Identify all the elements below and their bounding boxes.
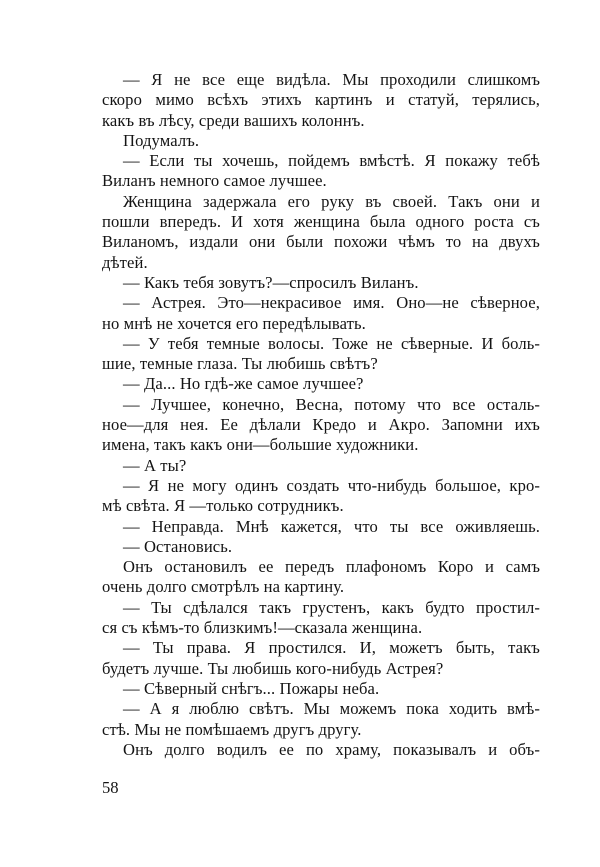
text-line: Онъ остановилъ ее передъ плафономъ Коро и самъ [123,557,540,577]
text-line: — Какъ тебя зовутъ?—спросилъ Виланъ. [123,272,419,292]
text-line: — Да... Но гдѣ-же самое лучшее? [123,374,364,394]
text-line: Подумалъ. [123,130,200,150]
text-line: будетъ лучше. Ты любишь кого-нибудь Астрея? [102,658,444,678]
text-line: ся съ кѣмъ-то близкимъ!—сказала женщина. [102,618,423,638]
text-line: скоро мимо всѣхъ этихъ картинъ и статуй, терялись, [102,90,540,110]
text-line: — Если ты хочешь, пойдемъ вмѣстѣ. Я покажу тебѣ [123,151,540,171]
text-line: — Я не все еще видѣла. Мы проходили слишкомъ [123,70,540,89]
text-line: но мнѣ не хочется его передѣлывать. [102,313,366,333]
text-line: — Я не могу одинъ создать что-нибудь большое, кро- [123,475,540,495]
text-line: ное—для нея. Ее дѣлали Кредо и Акро. Запомни ихъ [102,415,540,435]
text-line: — У тебя темные волосы. Тоже не сѣверные. И боль- [123,333,540,353]
text-line: Онъ долго водилъ ее по храму, показывалъ и объ- [123,739,540,759]
text-line: — Ты сдѣлался такъ грустенъ, какъ будто простил- [123,597,540,617]
page-text [102,70,540,760]
text-line: — Сѣверный снѣгъ... Пожары неба. [123,678,380,698]
text-line: — Лучшее, конечно, Весна, потому что все осталь- [123,394,540,414]
page-number: 58 [102,778,119,797]
text-line: имена, такъ какъ они—большие художники. [102,435,419,455]
text-line: дѣтей. [102,252,148,272]
text-line: очень долго смотрѣлъ на картину. [102,577,345,597]
text-line: Женщина задержала его руку въ своей. Такъ они и [123,191,540,211]
text-line: — Остановись. [123,536,233,556]
text-line: — А ты? [123,455,187,475]
text-line: шие, темные глаза. Ты любишь свѣтъ? [102,354,378,374]
text-line: — А я люблю свѣтъ. Мы можемъ пока ходить вмѣ- [123,699,540,719]
text-line: — Астрея. Это—некрасивое имя. Оно—не сѣверное, [123,293,540,313]
text-line: какъ въ лѣсу, среди вашихъ колоннъ. [102,110,365,130]
text-line: — Ты права. Я простился. И, можетъ быть, такъ [123,638,540,658]
text-line: стѣ. Мы не помѣшаемъ другъ другу. [102,719,362,739]
text-line: — Неправда. Мнѣ кажется, что ты все оживляешь. [123,516,540,536]
text-line: пошли впередъ. И хотя женщина была одного роста съ [102,212,540,232]
text-line: мѣ свѣта. Я —только сотрудникъ. [102,496,344,516]
text-line: Виланъ немного самое лучшее. [102,171,327,191]
text-line: Виланомъ, издали они были похожи чѣмъ то на двухъ [102,232,540,252]
